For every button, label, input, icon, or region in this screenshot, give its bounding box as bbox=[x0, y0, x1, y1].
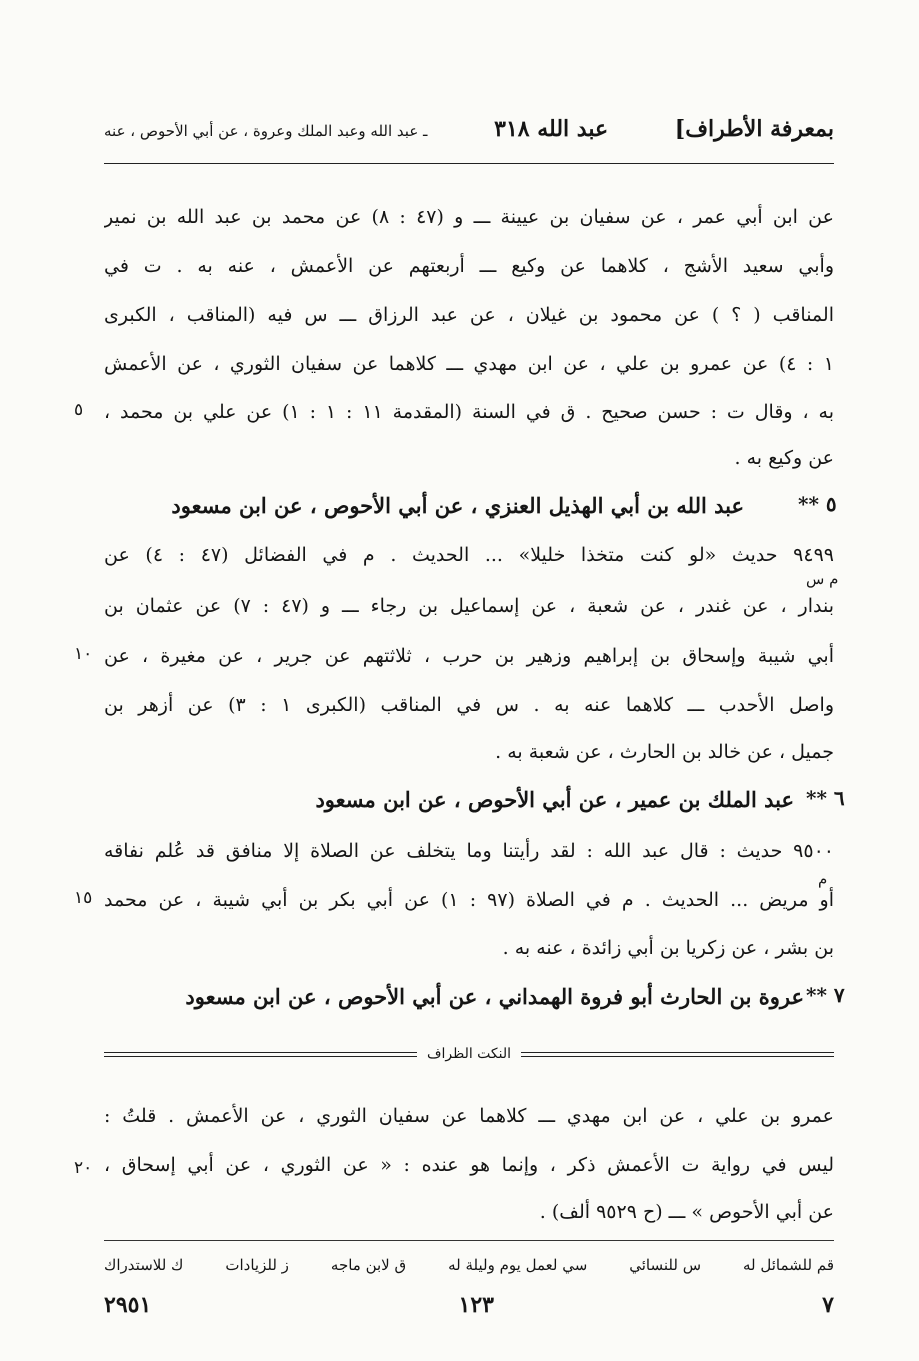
page-number-center: ١٢٣ bbox=[458, 1292, 494, 1318]
entry-heading: عبد الله بن أبي الهذيل العنزي ، عن أبي الأحوص ، عن ابن مسعود bbox=[171, 493, 744, 518]
double-rule bbox=[104, 1052, 417, 1057]
text-line: بندار ، عن غندر ، عن شعبة ، عن إسماعيل بن رجاء ـــ و (٤٧ : ٧) عن عثمان بن bbox=[104, 595, 834, 617]
line-number: ٢٠ bbox=[74, 1158, 93, 1178]
entry-heading: عروة بن الحارث أبو فروة الهمداني ، عن أبي الأحوص ، عن ابن مسعود bbox=[185, 984, 804, 1009]
note-line: عمرو بن علي ، عن ابن مهدي ـــ كلاهما عن سفيان الثوري ، عن الأعمش . قلتُ : bbox=[104, 1105, 834, 1127]
hadith-line: ٩٤٩٩ حديث «لو كنت متخذا خليلا» ... الحديث . م في الفضائل (٤٧ : ٤) عن bbox=[104, 544, 834, 566]
legend-item: سي لعمل يوم وليلة له bbox=[448, 1256, 588, 1274]
running-header bbox=[104, 116, 834, 156]
text-line: وأبي سعيد الأشج ، كلاهما عن وكيع ـــ أربعتهم عن الأعمش ، عنه به . ت في bbox=[104, 255, 834, 277]
legend-item: س للنسائي bbox=[629, 1256, 702, 1274]
text-line: ١ : ٤) عن عمرو بن علي ، عن ابن مهدي ـــ كلاهما عن سفيان الثوري ، عن الأعمش bbox=[104, 353, 834, 375]
sigla-marker: م bbox=[818, 870, 828, 888]
line-number: ٥ bbox=[74, 400, 84, 420]
header-entry: عبد الله ٣١٨ bbox=[494, 116, 609, 142]
text-line: واصل الأحدب ـــ كلاهما عنه به . س في المناقب (الكبرى ١ : ٣) عن أزهر بن bbox=[104, 694, 834, 716]
entry-heading: عبد الملك بن عمير ، عن أبي الأحوص ، عن ابن مسعود bbox=[315, 787, 794, 812]
note-line: ليس في رواية ت الأعمش ذكر ، وإنما هو عنده : « عن الثوري ، عن أبي إسحاق ، bbox=[104, 1154, 834, 1176]
line-number: ١٥ bbox=[74, 888, 93, 908]
page-number-left: ٢٩٥١ bbox=[104, 1292, 152, 1318]
legend-item: ز للزيادات bbox=[225, 1256, 289, 1274]
text-line: بن بشر ، عن زكريا بن أبي زائدة ، عنه به . bbox=[502, 937, 834, 959]
legend-item: قم للشمائل له bbox=[743, 1256, 834, 1274]
legend-item: ق لابن ماجه bbox=[330, 1256, 407, 1274]
footer-legend bbox=[104, 1250, 834, 1280]
header-rule bbox=[104, 163, 834, 164]
text-line: عن وكيع به . bbox=[734, 447, 834, 469]
text-line: جميل ، عن خالد بن الحارث ، عن شعبة به . bbox=[495, 741, 834, 763]
text-line: أو مريض ... الحديث . م في الصلاة (٩٧ : ١) عن أبي بكر بن أبي شيبة ، عن محمد bbox=[104, 889, 834, 911]
header-subtitle: ـ عبد الله وعبد الملك وعروة ، عن أبي الأحوص ، عنه bbox=[104, 122, 428, 140]
text-line: عن ابن أبي عمر ، عن سفيان بن عيينة ـــ و (٤٧ : ٨) عن محمد بن عبد الله بن نمير bbox=[104, 206, 834, 228]
page-numbers bbox=[104, 1292, 834, 1328]
text-line: أبي شيبة وإسحاق بن إبراهيم وزهير بن حرب ، ثلاثتهم عن جرير ، عن مغيرة ، عن bbox=[104, 645, 834, 667]
section-divider bbox=[104, 1040, 834, 1068]
sigla-marker: م س bbox=[806, 570, 839, 588]
header-title: بمعرفة الأطراف] bbox=[674, 116, 834, 142]
footer-rule bbox=[104, 1240, 834, 1241]
double-rule bbox=[521, 1052, 834, 1057]
line-number: ١٠ bbox=[74, 644, 93, 664]
divider-caption: النكت الظراف bbox=[426, 1046, 512, 1062]
text-line: المناقب ( ؟ ) عن محمود بن غيلان ، عن عبد الرزاق ـــ س فيه (المناقب ، الكبرى bbox=[104, 304, 834, 326]
note-line: عن أبي الأحوص » ـــ (ح ٩٥٢٩ ألف) . bbox=[539, 1201, 834, 1223]
text-line: به ، وقال ت : حسن صحيح . ق في السنة (المقدمة ١١ : ١ : ١) عن علي بن محمد ، bbox=[104, 401, 834, 423]
entry-marker: ٦ ** bbox=[806, 786, 845, 810]
page-number-right: ٧ bbox=[822, 1292, 834, 1318]
hadith-line: ٩٥٠٠ حديث : قال عبد الله : لقد رأيتنا وما يتخلف عن الصلاة إلا منافق قد عُلم نفاقه bbox=[104, 840, 834, 862]
legend-item: ك للاستدراك bbox=[104, 1256, 184, 1274]
entry-marker: ٥ ** bbox=[798, 492, 837, 516]
entry-marker: ٧ ** bbox=[806, 983, 845, 1007]
